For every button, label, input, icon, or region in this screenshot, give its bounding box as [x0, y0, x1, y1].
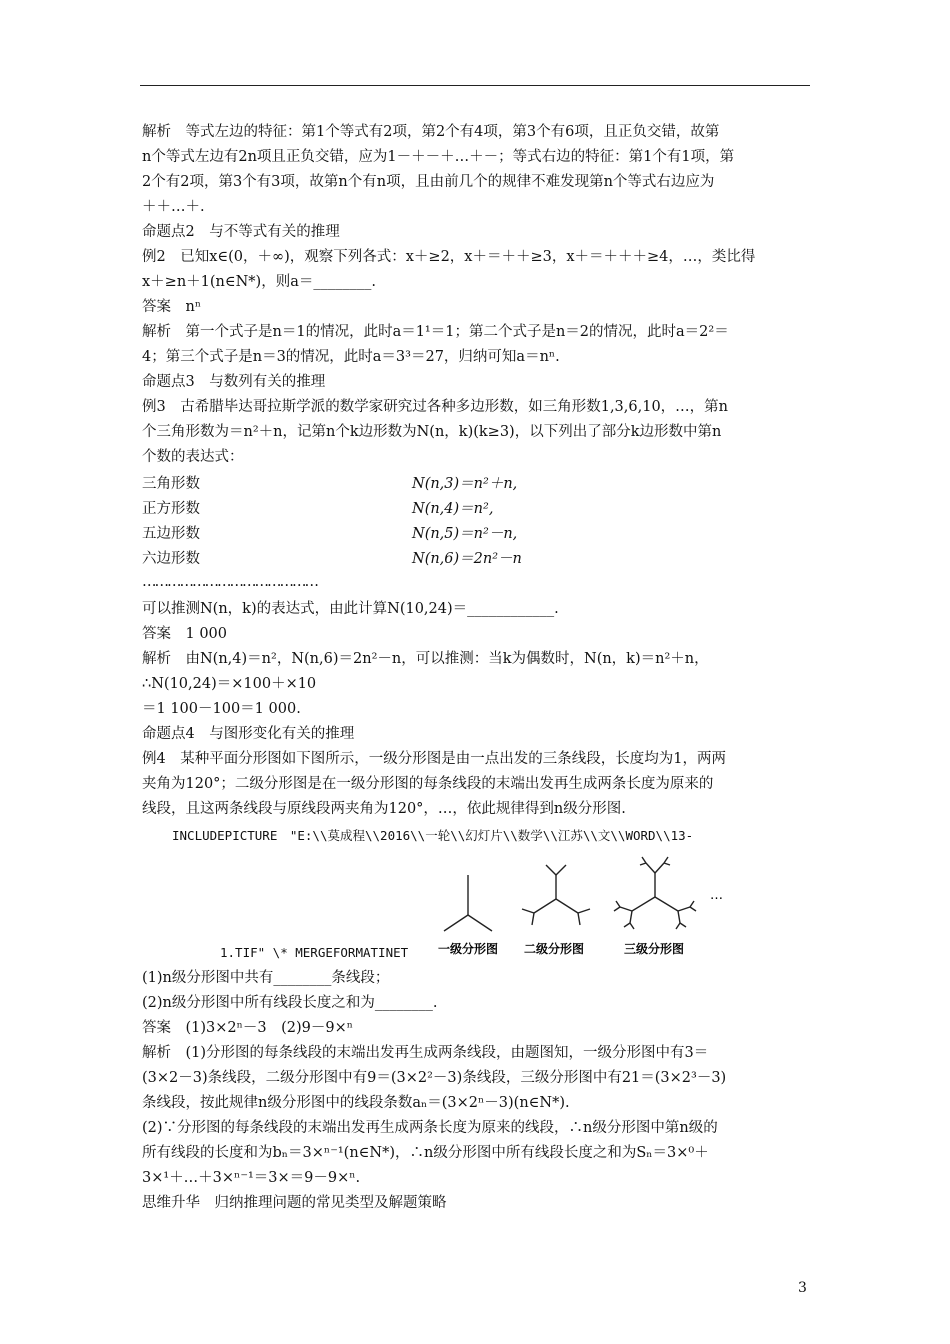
summary-heading: 思维升华 归纳推理问题的常见类型及解题策略 — [142, 1195, 447, 1211]
example-4-line-1: 例4 某种平面分形图如下图所示，一级分形图是由一点出发的三条线段，长度均为1，两两 — [142, 751, 726, 767]
table-row-name: 三角形数 — [142, 476, 200, 492]
header-rule — [140, 85, 810, 86]
table-row-expr: N(n,3)＝n²＋n, — [412, 476, 518, 492]
answer-3: 答案 1 000 — [142, 626, 228, 642]
question-4-2: (2)n级分形图中所有线段长度之和为________. — [142, 995, 438, 1011]
fractal-level-2 — [522, 865, 590, 925]
page-number: 3 — [798, 1280, 807, 1296]
analysis-1-line-3: 2个有2项，第3个有3项，故第n个有n项，且由前几个的规律不难发现第n个等式右边应为 — [142, 174, 715, 190]
example-2-line-1: 例2 已知x∈(0，＋∞)，观察下列各式：x＋≥2，x＋＝＋＋≥3，x＋＝＋＋＋≥4，…，类比得 — [142, 249, 756, 265]
fractal-figure — [430, 855, 730, 965]
answer-4: 答案 (1)3×2ⁿ－3 (2)9－9×ⁿ — [142, 1020, 354, 1036]
analysis-1-line-4: ＋＋…＋. — [142, 199, 205, 215]
analysis-4-line-5: 所有线段的长度和为bₙ＝3×ⁿ⁻¹(n∈N*)，∴n级分形图中所有线段长度之和为Sₙ＝3×⁰＋ — [142, 1145, 709, 1161]
includepicture-field-line-1: INCLUDEPICTURE "E:\\莫成程\\2016\\一轮\\幻灯片\\数学\\江苏\\文\\WORD\\13- — [172, 828, 694, 843]
analysis-4-line-4: (2)∵分形图的每条线段的末端出发再生成两条长度为原来的线段，∴n级分形图中第n级的 — [142, 1120, 718, 1136]
analysis-4-line-2: (3×2－3)条线段，二级分形图中有9＝(3×2²－3)条线段，三级分形图中有21＝(3×2³－3) — [142, 1070, 727, 1086]
example-3-line-1: 例3 古希腊毕达哥拉斯学派的数学家研究过各种多边形数，如三角形数1,3,6,10，…，第n — [142, 399, 729, 415]
section-heading-4: 命题点4 与图形变化有关的推理 — [142, 726, 355, 742]
table-row-name: 正方形数 — [142, 501, 200, 517]
analysis-2-line-1: 解析 第一个式子是n＝1的情况，此时a＝1¹＝1；第二个式子是n＝2的情况，此时a＝2²＝ — [142, 324, 729, 340]
caption-level-3: 三级分形图 — [624, 942, 685, 956]
analysis-2-line-2: 4；第三个式子是n＝3的情况，此时a＝3³＝27，归纳可知a＝nⁿ. — [142, 349, 560, 365]
dotted-leader: …………………………………… — [142, 574, 317, 590]
analysis-1-line-1: 解析 等式左边的特征：第1个等式有2项，第2个有4项，第3个有6项，且正负交错，故第 — [142, 124, 720, 140]
example-3-line-2: 个三角形数为＝n²＋n，记第n个k边形数为N(n，k)(k≥3)，以下列出了部分k边形数中第n — [142, 424, 722, 440]
table-row-name: 五边形数 — [142, 526, 200, 542]
analysis-4-line-3: 条线段，按此规律n级分形图中的线段条数aₙ＝(3×2ⁿ－3)(n∈N*). — [142, 1095, 570, 1111]
example-2-line-2: x＋≥n＋1(n∈N*)，则a＝________. — [142, 274, 376, 290]
caption-level-1: 一级分形图 — [438, 942, 499, 956]
table-row-expr: N(n,6)＝2n²－n — [412, 551, 522, 567]
analysis-3-line-1: 解析 由N(n,4)＝n²，N(n,6)＝2n²－n，可以推测：当k为偶数时，N(n，k)＝n²＋n， — [142, 651, 709, 667]
example-4-line-3: 线段，且这两条线段与原线段两夹角为120°，…，依此规律得到n级分形图. — [142, 801, 626, 817]
analysis-1-line-2: n个等式左边有2n项且正负交错，应为1－＋－＋…＋－；等式右边的特征：第1个有1项，第 — [142, 149, 735, 165]
figure-ellipsis: … — [710, 888, 723, 903]
analysis-4-line-6: 3×¹＋…＋3×ⁿ⁻¹＝3×＝9－9×ⁿ. — [142, 1170, 361, 1186]
answer-2: 答案 nⁿ — [142, 299, 202, 315]
includepicture-field-line-2: 1.TIF" \* MERGEFORMATINET — [220, 945, 409, 960]
analysis-3-line-2: ∴N(10,24)＝×100＋×10 — [142, 676, 317, 692]
section-heading-2: 命题点2 与不等式有关的推理 — [142, 224, 340, 240]
section-heading-3: 命题点3 与数列有关的推理 — [142, 374, 326, 390]
example-4-line-2: 夹角为120°；二级分形图是在一级分形图的每条线段的末端出发再生成两条长度为原来的 — [142, 776, 714, 792]
analysis-3-line-3: ＝1 100－100＝1 000. — [142, 701, 301, 717]
question-4-1: (1)n级分形图中共有________条线段； — [142, 970, 390, 986]
table-row-name: 六边形数 — [142, 551, 200, 567]
fractal-level-3 — [614, 857, 696, 929]
analysis-4-line-1: 解析 (1)分形图的每条线段的末端出发再生成两条线段，由题图知，一级分形图中有3＝ — [142, 1045, 709, 1061]
fractal-level-1 — [444, 875, 492, 931]
table-row-expr: N(n,4)＝n², — [412, 501, 494, 517]
example-3-question: 可以推测N(n，k)的表达式，由此计算N(10,24)＝____________. — [142, 601, 559, 617]
caption-level-2: 二级分形图 — [524, 942, 585, 956]
table-row-expr: N(n,5)＝n²－n, — [412, 526, 518, 542]
example-3-line-3: 个数的表达式： — [142, 449, 244, 465]
